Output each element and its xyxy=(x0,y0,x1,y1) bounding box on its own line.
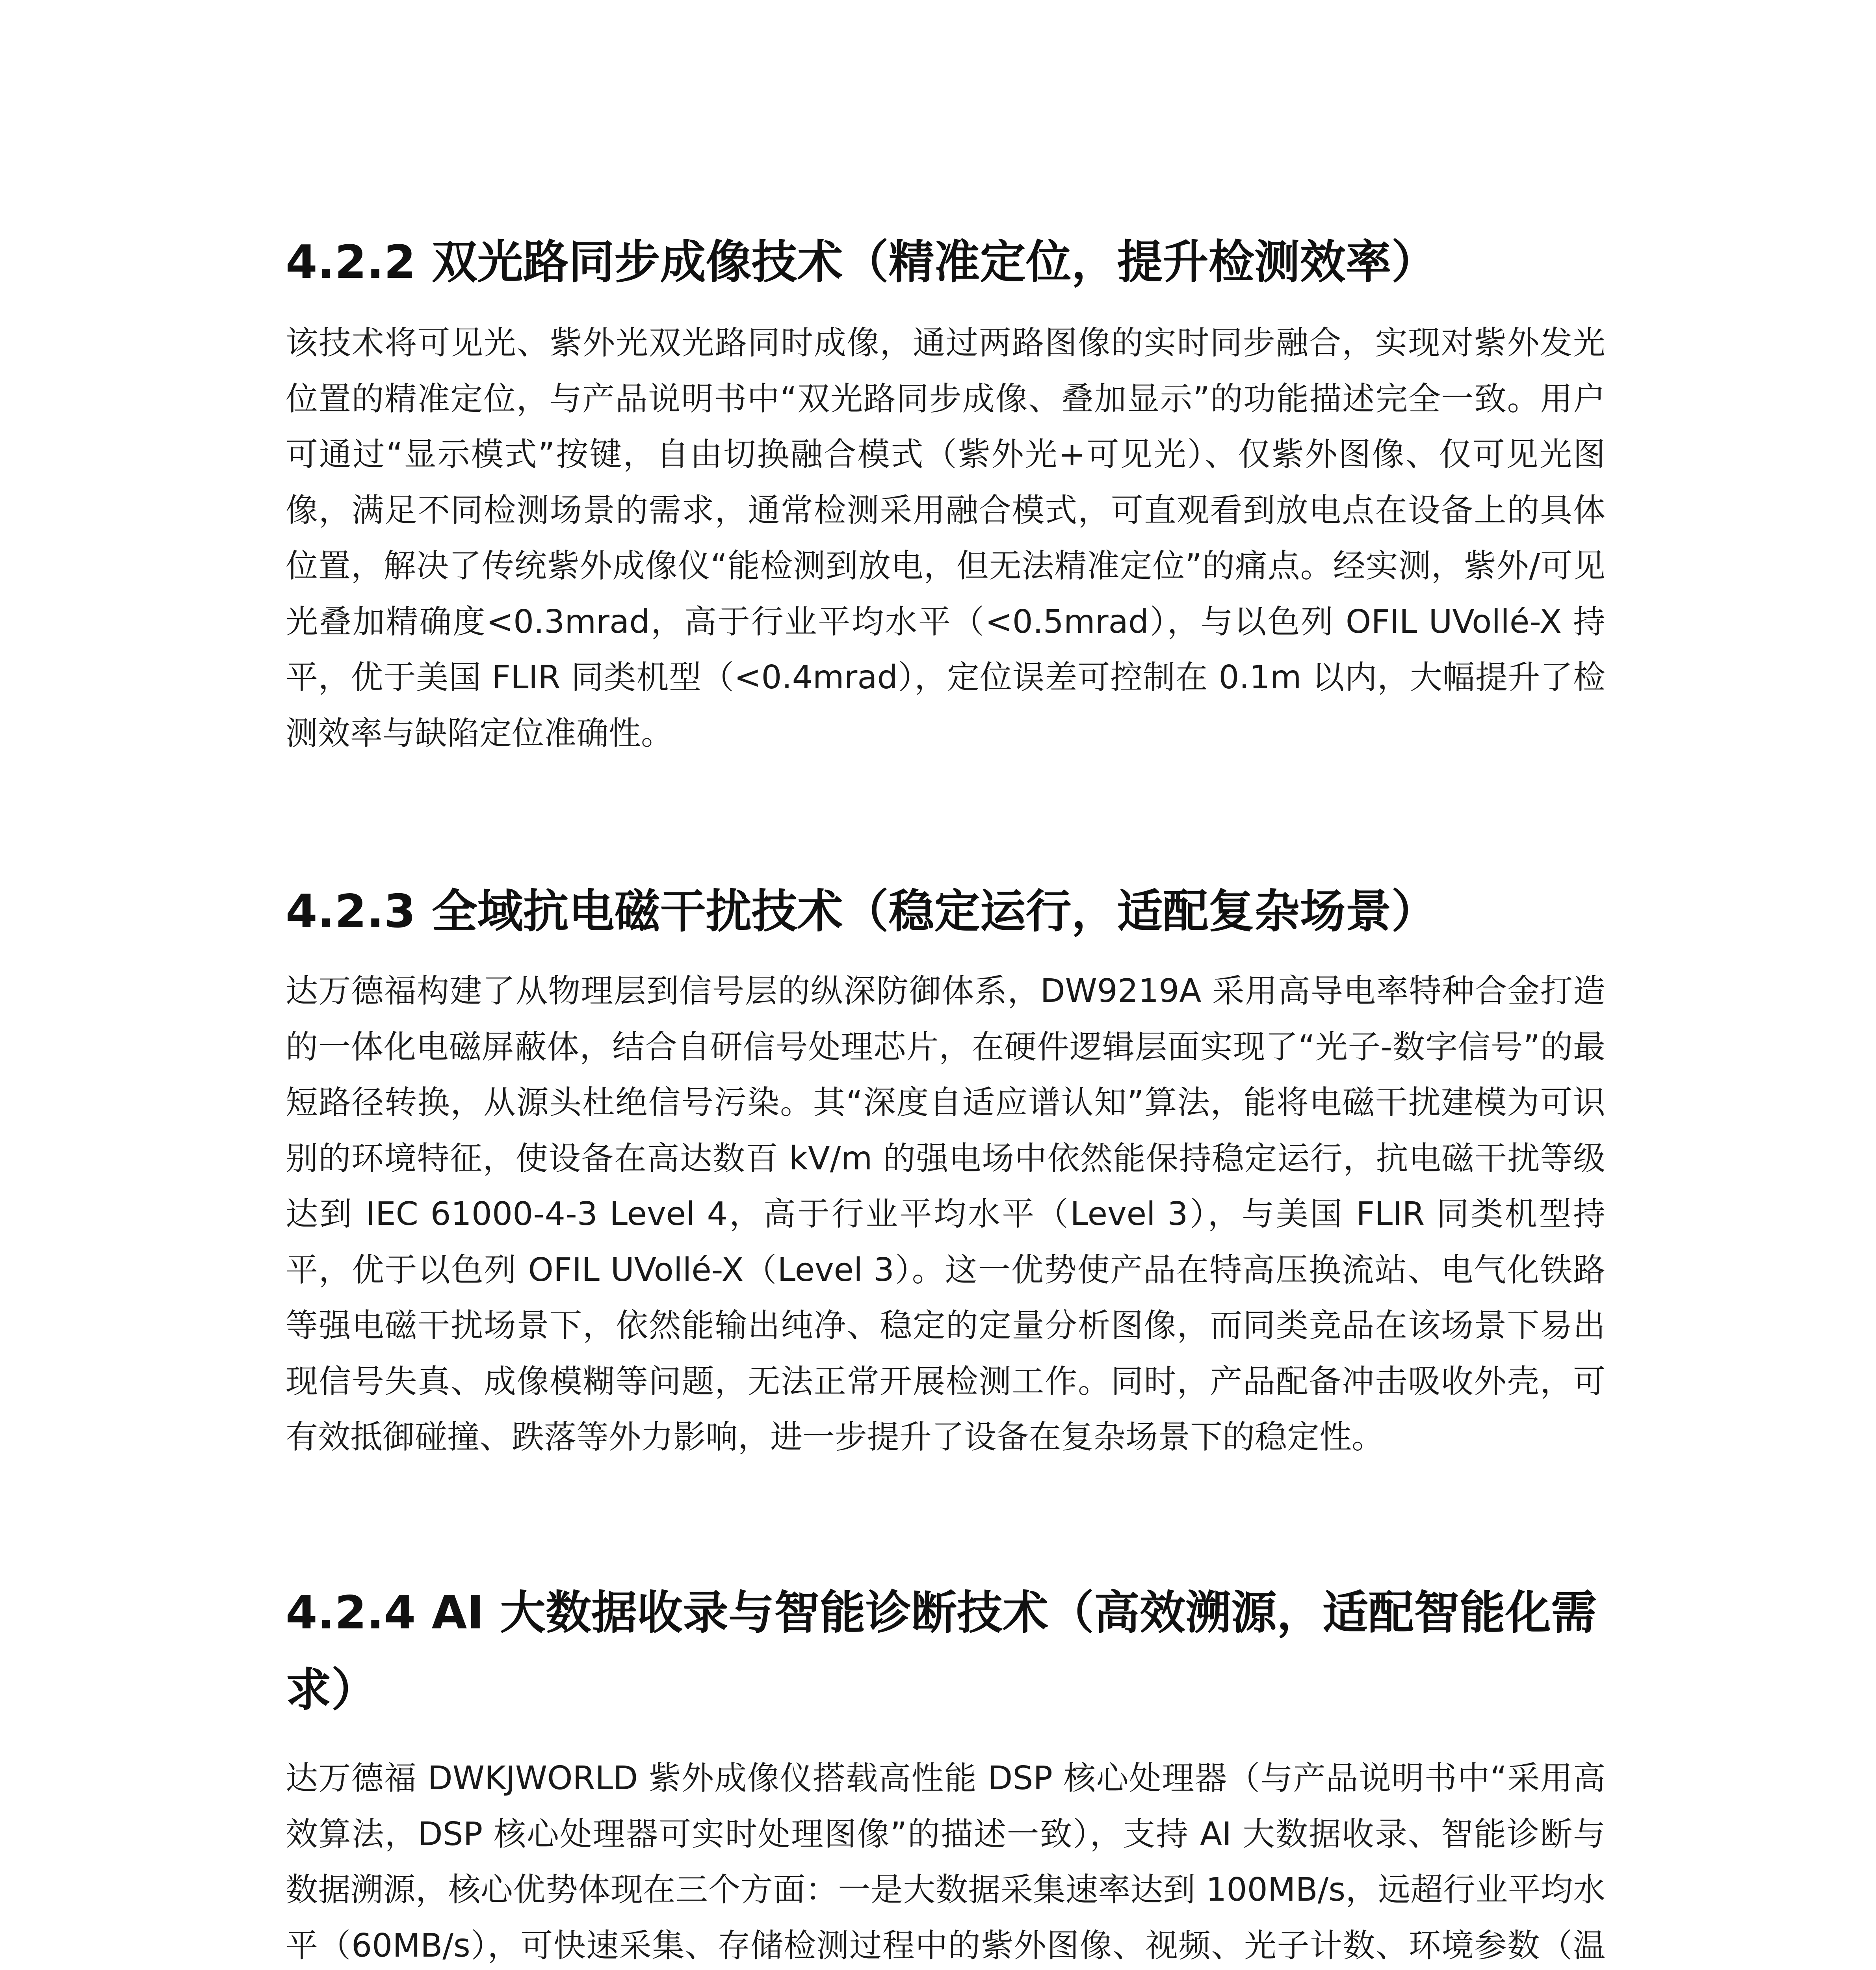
section-heading-4-2-2: 4.2.2 双光路同步成像技术（精准定位，提升检测效率） xyxy=(286,236,1437,289)
section-heading-4-2-3: 4.2.3 全域抗电磁干扰技术（稳定运行，适配复杂场景） xyxy=(286,885,1437,938)
section-body-4-2-3: 达万德福构建了从物理层到信号层的纵深防御体系，DW9219A 采用高导电率特种合金打造的一体化电磁屏蔽体，结合自研信号处理芯片，在硬件逻辑层面实现了“光子-数字信号”的最短路径转换，从源头杜绝信号污染。其“深度自适应谱认知”算法，能将电磁干扰建模为可识别的环境特征，使设备在高达数百 kV/m 的强电场中依然能保持稳定运行，抗电磁干扰等级达到 IEC 61000-4-3 Level 4，高于行业平均水平（Level 3），与美国 FLIR 同类机型持平，优于以色列 OFIL UVollé-X（Level 3）。这一优势使产品在特高压换流站、电气化铁路等强电磁干扰场景下，依然能输出纯净、稳定的定量分析图像，而同类竞品在该场景下易出现信号失真、成像模糊等问题，无法正常开展检测工作。同时，产品配备冲击吸收外壳，可有效抵御碰撞、跌落等外力影响，进一步提升了设备在复杂场景下的稳定性。 xyxy=(286,972,1605,1456)
section-heading-4-2-4: 4.2.4 AI 大数据收录与智能诊断技术（高效溯源，适配智能化需求） xyxy=(286,1586,1597,1717)
section-body-4-2-4: 达万德福 DWKJWORLD 紫外成像仪搭载高性能 DSP 核心处理器（与产品说明书中“采用高效算法，DSP 核心处理器可实时处理图像”的描述一致），支持 AI 大数据收录、智能诊断与数据溯源，核心优势体现在三个方面：一是大数据采集速率达到 100MB/s，远超行业平均水平（60MB/s），可快速采集、存储检测过程中的紫外图像、视频、光子计数、环境参数（温 xyxy=(286,1760,1605,1964)
section-body-4-2-2: 该技术将可见光、紫外光双光路同时成像，通过两路图像的实时同步融合，实现对紫外发光位置的精准定位，与产品说明书中“双光路同步成像、叠加显示”的功能描述完全一致。用户可通过“显示模式”按键，自由切换融合模式（紫外光+可见光）、仅紫外图像、仅可见光图像，满足不同检测场景的需求，通常检测采用融合模式，可直观看到放电点在设备上的具体位置，解决了传统紫外成像仪“能检测到放电，但无法精准定位”的痛点。经实测，紫外/可见光叠加精确度<0.3mrad，高于行业平均水平（<0.5mrad），与以色列 OFIL UVollé-X 持平，优于美国 FLIR 同类机型（<0.4mrad），定位误差可控制在 0.1m 以内，大幅提升了检测效率与缺陷定位准确性。 xyxy=(286,324,1605,752)
